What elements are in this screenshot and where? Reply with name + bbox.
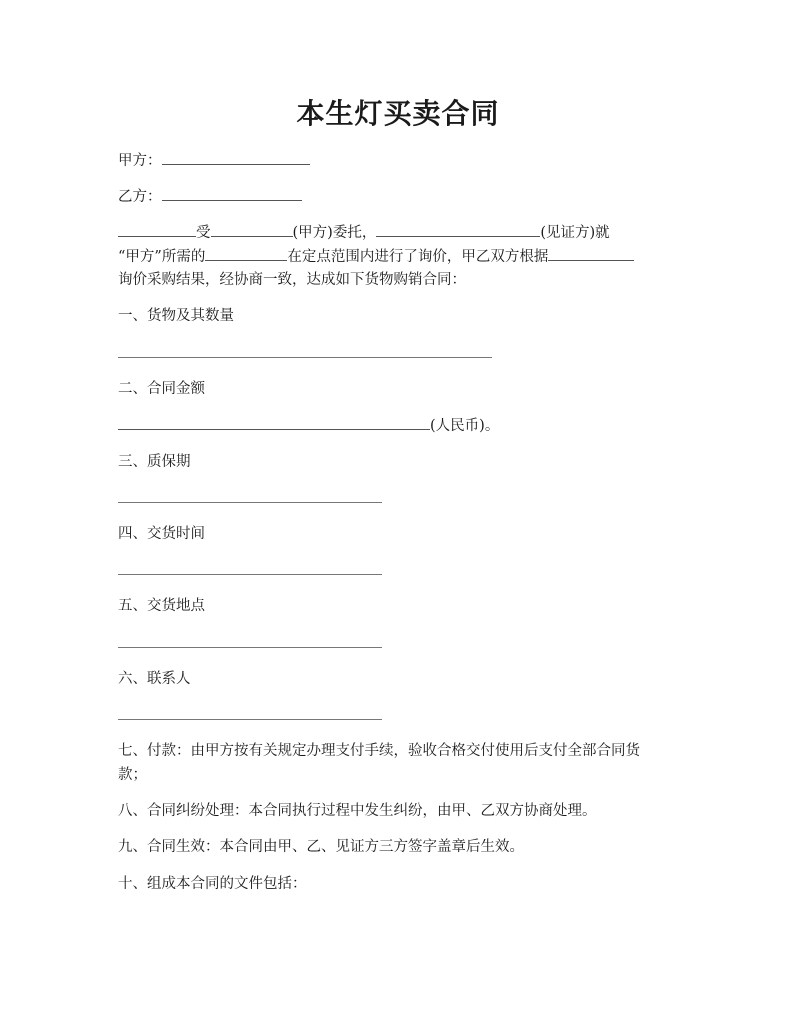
party-b-line: [118, 186, 302, 207]
document-title: 本生灯买卖合同: [296, 97, 500, 130]
witness-blank[interactable]: [376, 222, 540, 237]
section-4-blank[interactable]: [118, 574, 382, 575]
section-1-blank[interactable]: [118, 357, 492, 358]
party-a-name-blank[interactable]: [211, 222, 293, 237]
party-b-label: 乙方：: [118, 189, 162, 205]
intro-text: “甲方”所需的: [118, 249, 206, 265]
section-9: 九、合同生效：本合同由甲、乙、见证方三方签字盖章后生效。: [118, 839, 524, 855]
intro-text: 受: [196, 225, 211, 241]
section-3-heading: 三、质保期: [118, 454, 191, 470]
party-a-blank[interactable]: [162, 150, 310, 165]
entrusted-party-blank[interactable]: [118, 222, 196, 237]
section-5-blank[interactable]: [118, 647, 382, 648]
section-3-blank[interactable]: [118, 502, 382, 503]
section-4-heading: 四、交货时间: [118, 526, 205, 542]
intro-line-3: 询价采购结果，经协商一致，达成如下货物购销合同：: [118, 272, 466, 288]
intro-line-2: [118, 246, 634, 267]
intro-text: (甲方)委托，: [292, 225, 377, 241]
party-a-label: 甲方：: [118, 153, 162, 169]
intro-line-1: [118, 222, 610, 243]
currency-note: (人民币)。: [430, 418, 500, 434]
section-5-heading: 五、交货地点: [118, 598, 205, 614]
section-7-line-2: 款；: [118, 767, 147, 783]
section-7-line-1: 七、付款：由甲方按有关规定办理支付手续，验收合格交付使用后支付全部合同货: [118, 743, 640, 759]
goods-blank[interactable]: [205, 246, 287, 261]
section-1-heading: 一、货物及其数量: [118, 308, 234, 324]
party-a-line: [118, 150, 310, 171]
section-10: 十、组成本合同的文件包括：: [118, 876, 307, 892]
basis-blank[interactable]: [548, 246, 634, 261]
section-8: 八、合同纠纷处理：本合同执行过程中发生纠纷，由甲、乙双方协商处理。: [118, 803, 597, 819]
intro-text: 在定点范围内进行了询价，甲乙双方根据: [287, 249, 549, 265]
section-2-heading: 二、合同金额: [118, 381, 205, 397]
section-6-blank[interactable]: [118, 719, 382, 720]
section-2-line: [118, 415, 499, 436]
contract-amount-blank[interactable]: [118, 415, 430, 430]
section-6-heading: 六、联系人: [118, 671, 191, 687]
intro-text: (见证方)就: [540, 225, 610, 241]
party-b-blank[interactable]: [162, 186, 302, 201]
